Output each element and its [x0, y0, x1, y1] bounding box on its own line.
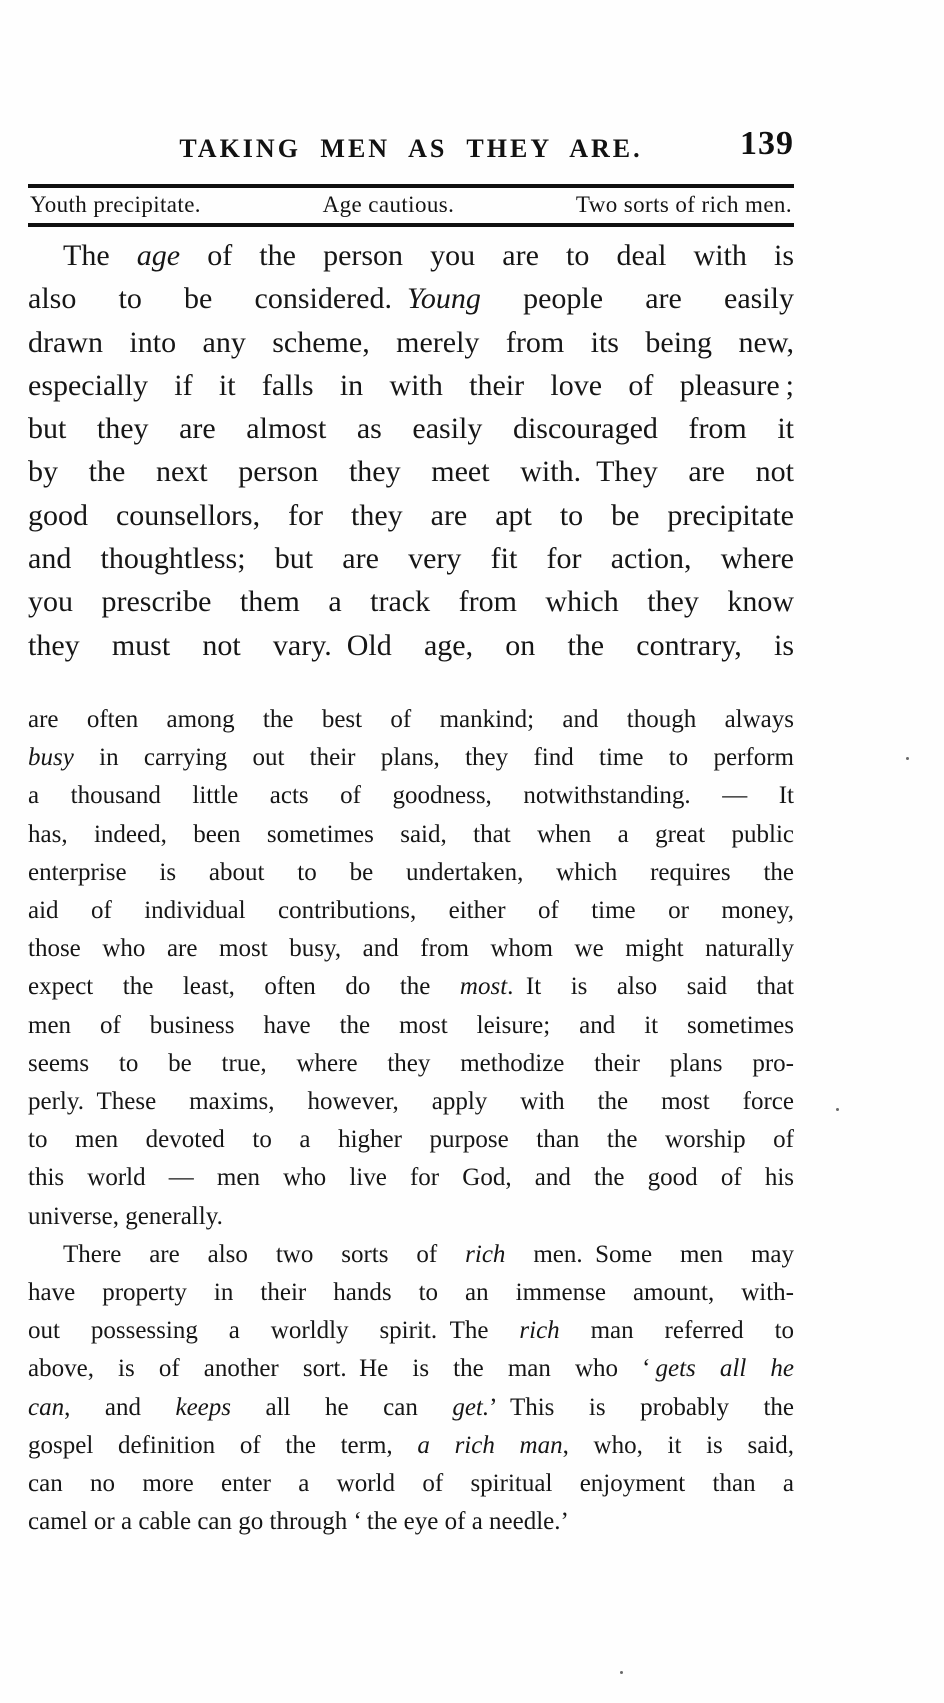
text-line: have property in their hands to an immense amount, with- — [28, 1279, 794, 1307]
text-line: aid of individual contributions, either of time or money, — [28, 897, 794, 925]
italic-text: age — [136, 239, 181, 272]
page-title: TAKING MEN AS THEY ARE. — [179, 134, 643, 163]
text-line: seems to be true, where they methodize their plans pro- — [28, 1049, 794, 1077]
text-line: enterprise is about to be undertaken, which requires the — [28, 858, 794, 886]
main-paragraph — [28, 234, 794, 667]
running-head — [28, 125, 794, 175]
guide-word-left: Youth precipitate. — [30, 192, 201, 217]
text-line: camel or a cable can go through ‘ the eye of a needle.’ — [28, 1508, 569, 1536]
text-line: a thousand little acts of goodness, notwithstanding. — It — [28, 782, 794, 810]
text-line: busy in carrying out their plans, they find time to perform — [28, 744, 794, 772]
italic-text: keeps — [175, 1393, 232, 1421]
footnote-paragraph-continued — [28, 701, 794, 1236]
text-line: perly. These maxims, however, apply with the most force — [28, 1088, 794, 1116]
italic-text: gets all he — [655, 1355, 794, 1383]
text-line: There are also two sorts of rich men. Some men may — [63, 1240, 794, 1268]
page-number: 139 — [740, 125, 794, 162]
text-line: by the next person they meet with. They are not — [28, 455, 794, 489]
italic-text: a rich man — [417, 1431, 563, 1459]
text-line: those who are most busy, and from whom we might naturally — [28, 935, 794, 963]
text-line: out possessing a worldly spirit. The rich man referred to — [28, 1317, 795, 1345]
scan-speck — [620, 1671, 623, 1674]
text-line: above, is of another sort. He is the man who ‘ gets all he — [28, 1355, 794, 1383]
text-line: they must not vary. Old age, on the contrary, is — [28, 628, 794, 662]
italic-text: rich — [519, 1317, 560, 1345]
scan-speck — [836, 1108, 839, 1111]
guide-word-center: Age cautious. — [322, 192, 455, 217]
text-line: but they are almost as easily discouraged from it — [28, 412, 794, 446]
text-line: has, indeed, been sometimes said, that when a great public — [28, 820, 794, 848]
text-line: and thoughtless; but are very fit for action, where — [28, 542, 794, 576]
text-line: universe, generally. — [28, 1202, 223, 1230]
italic-text: get. — [452, 1393, 490, 1421]
text-line: especially if it falls in with their love of pleasure ; — [28, 368, 794, 402]
italic-text: rich — [465, 1240, 506, 1268]
text-line: can, and keeps all he can get.’ This is probably the — [28, 1393, 795, 1421]
guide-words-row — [28, 184, 794, 227]
italic-text: busy — [28, 744, 74, 772]
footnote-paragraph-rich-men — [28, 1236, 794, 1542]
footnote-block — [28, 701, 794, 1541]
text-line: men of business have the most leisure; and it sometimes — [28, 1011, 794, 1039]
text-line: you prescribe them a track from which they know — [28, 585, 794, 619]
guide-word-right: Two sorts of rich men. — [575, 192, 792, 217]
text-line: expect the least, often do the most. It is also said that — [28, 973, 794, 1001]
text-line: drawn into any scheme, merely from its being new, — [28, 325, 794, 359]
text-line: gospel definition of the term, a rich man, who, it is said, — [28, 1431, 795, 1459]
text-line: can no more enter a world of spiritual enjoyment than a — [28, 1470, 794, 1498]
italic-text: most — [459, 973, 508, 1001]
text-line: are often among the best of mankind; and though always — [28, 706, 794, 733]
italic-text: Young — [406, 282, 481, 316]
scan-speck — [906, 757, 909, 760]
text-line: The age of the person you are to deal with is — [63, 239, 795, 272]
text-line: good counsellors, for they are apt to be precipitate — [28, 498, 794, 532]
text-line: also to be considered. Young people are easily — [28, 282, 795, 316]
text-line: this world — men who live for God, and the good of his — [28, 1164, 794, 1192]
italic-text: can — [28, 1393, 65, 1421]
text-line: to men devoted to a higher purpose than the worship of — [28, 1126, 794, 1154]
